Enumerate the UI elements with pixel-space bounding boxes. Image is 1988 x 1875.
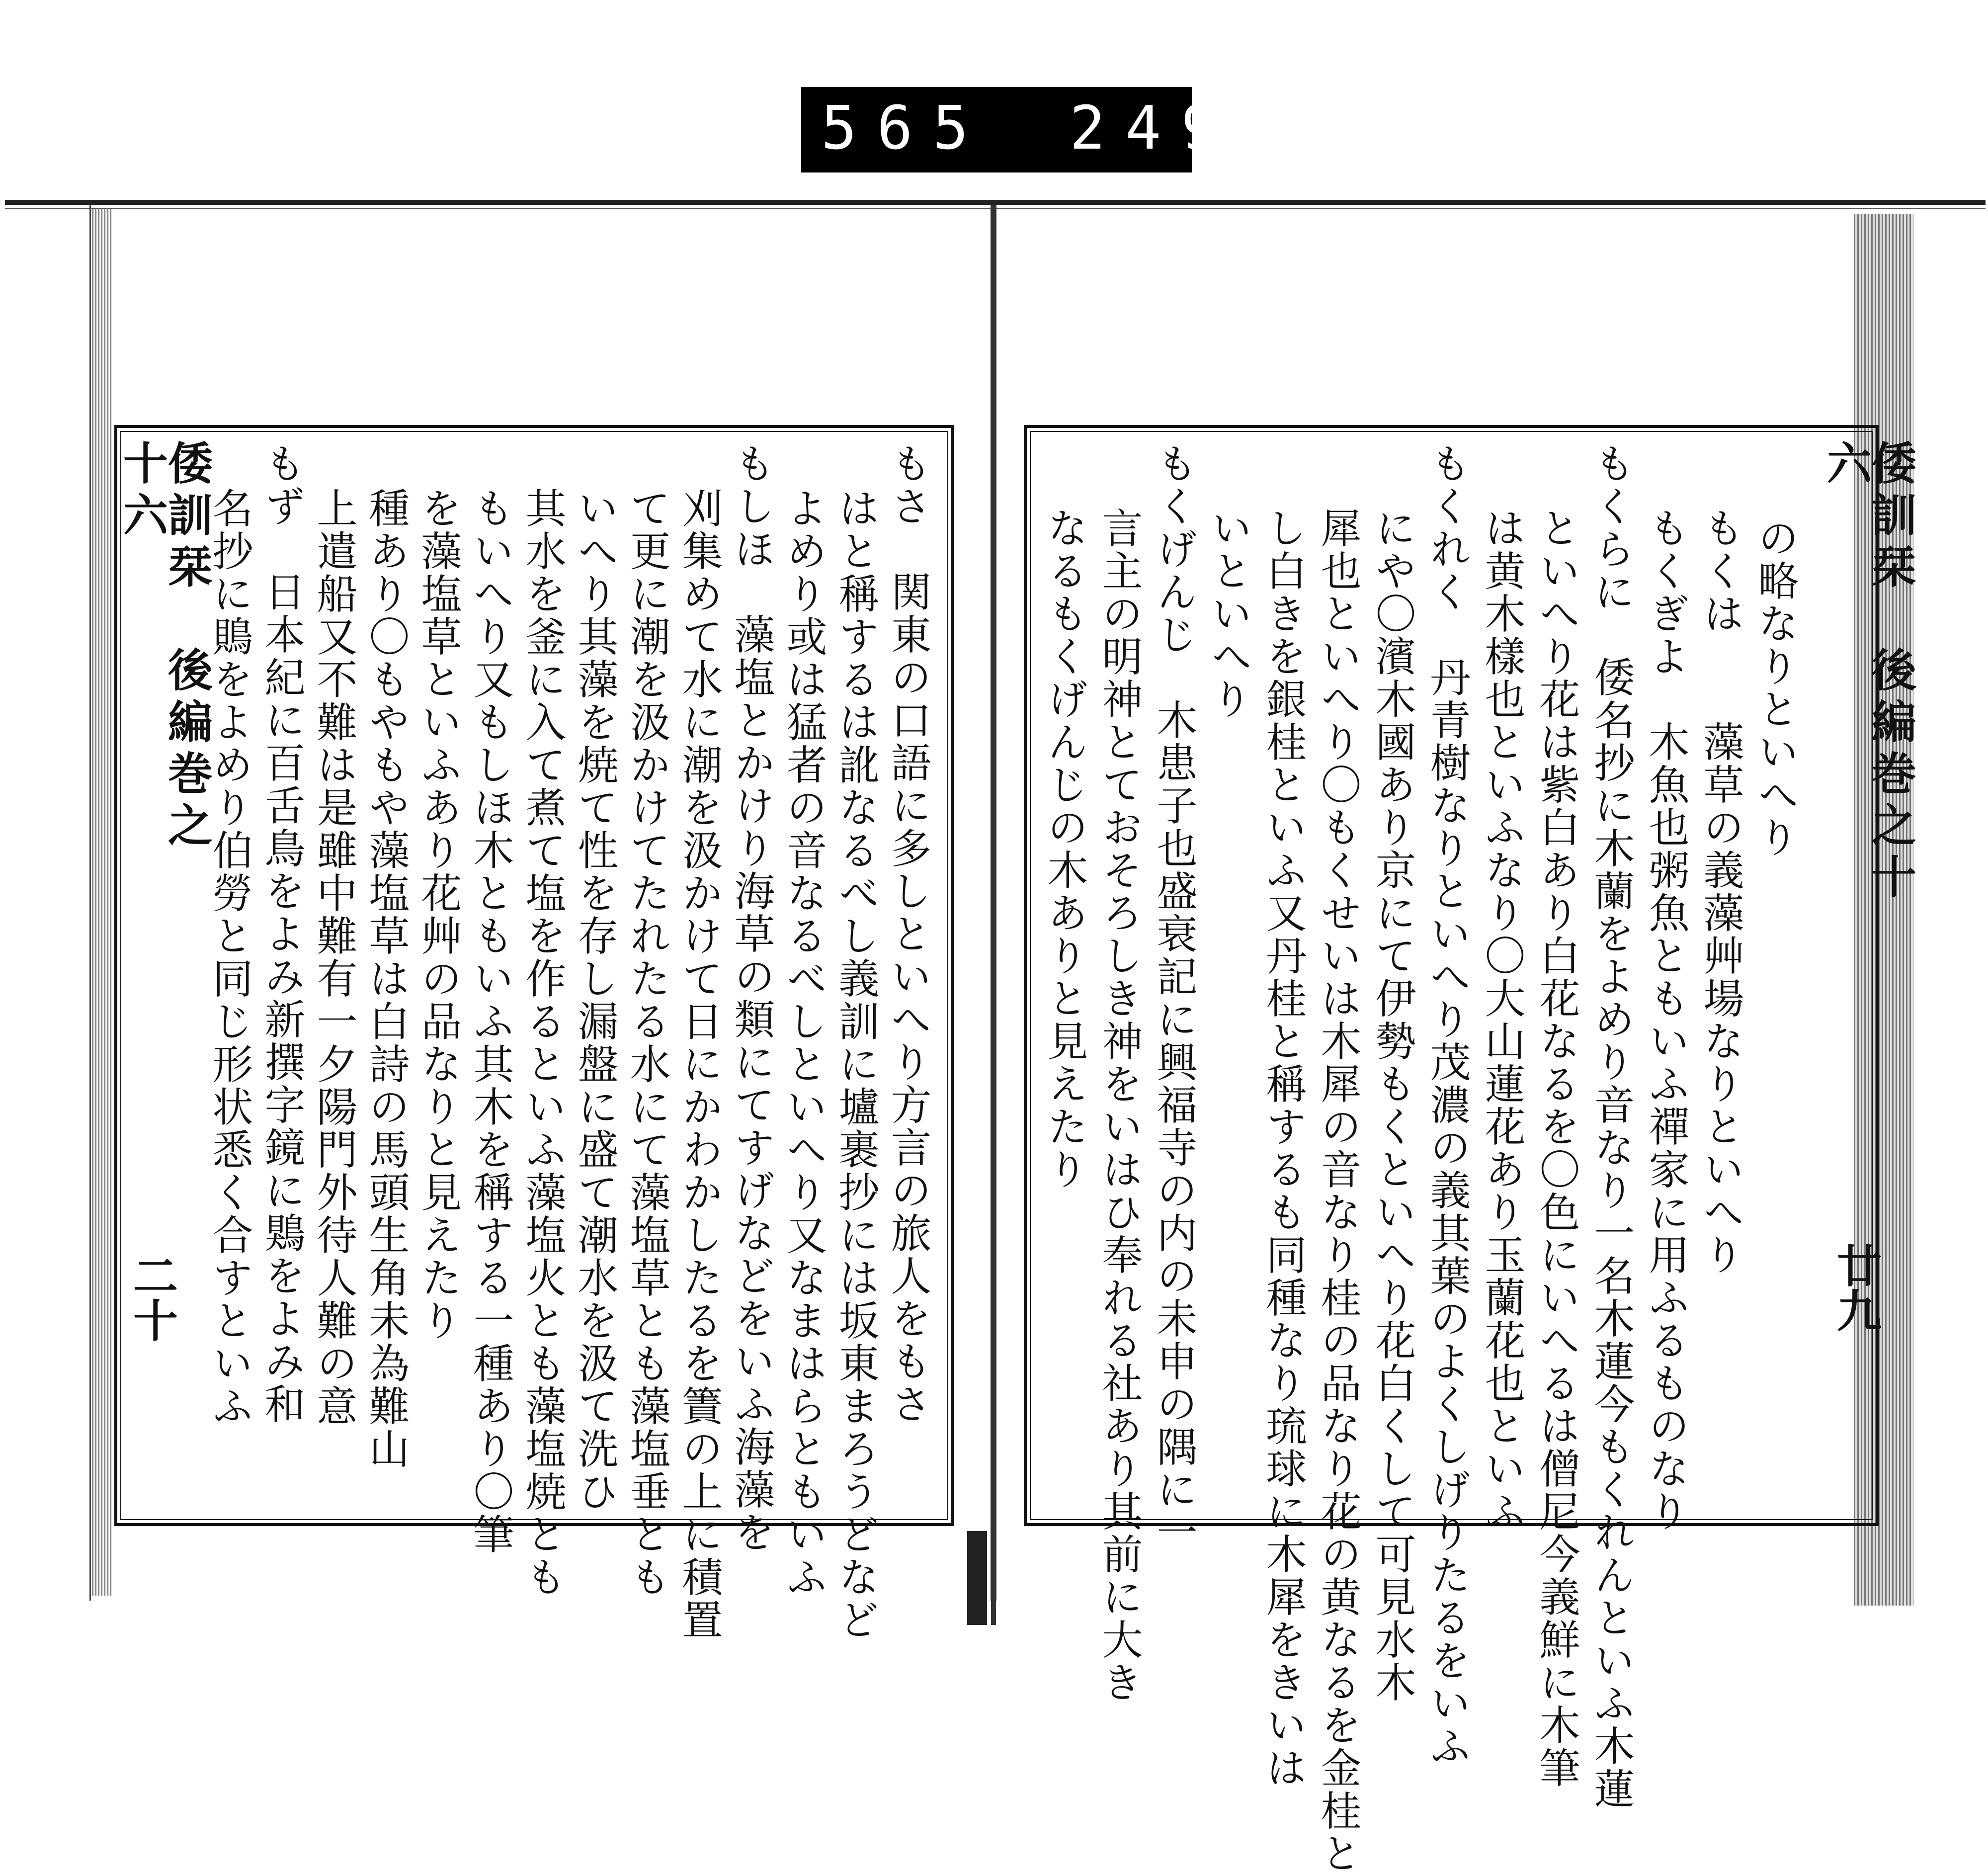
text-column: もさ 関東の口語に多しといへり方言の旅人をもさ [884, 442, 931, 1426]
text-column: いといへり [1205, 507, 1252, 721]
text-column: 上遣船又不難は是雖中難有一夕陽門外待人難の意 [310, 487, 357, 1428]
right-page-folio: 廿九 [1829, 1243, 1882, 1332]
text-column: 言主の明神とておそろしき神をいはひ奉れる社あり其前に大き [1095, 507, 1143, 1704]
text-column: といへり花は紫白あり白花なるを〇色にいへるは僧尼今義鮮に木筆 [1533, 507, 1580, 1790]
text-column: なるもくげんじの木ありと見えたり [1041, 507, 1088, 1191]
text-column: もず 日本紀に百舌鳥をよみ新撰字鏡に鶪をよみ和 [258, 442, 305, 1426]
text-column: 名抄に鵙をよめり伯勞と同じ形状悉く合すといふ [206, 487, 253, 1428]
book-spine [991, 205, 996, 1625]
text-column: よめり或は猛者の音なるべしといへり又なまはらともいふ [780, 487, 827, 1599]
text-column: もくぎよ 木魚也粥魚ともいふ禪家に用ふるものなり [1642, 507, 1689, 1533]
catalogue-number-right: 249. [1070, 94, 1293, 163]
text-column: にや〇濱木國あり京にて伊勢もくといへり花白くして可見水木 [1369, 507, 1416, 1704]
text-column: もしほ 藻塩とかけり海草の類にてすげなどをいふ海藻を [728, 442, 775, 1554]
text-column: 犀也といへり〇もくせいは木犀の音なり桂の品なり花の黄なるを金桂と [1314, 507, 1361, 1875]
text-column: もくれく 丹青樹なりといへり茂濃の義其葉のよくしげりたるをいふ [1423, 442, 1471, 1768]
left-page-folio: 二十 [125, 1253, 178, 1342]
catalogue-label [801, 87, 1293, 172]
left-page-edge [92, 209, 112, 1596]
catalogue-number-left: 565 [821, 94, 989, 163]
text-column: もくげんじ 木患子也盛衰記に興福寺の内の未申の隅に一 [1150, 442, 1197, 1554]
left-page-running-title: 倭訓栞 後編巻之十六 [115, 440, 213, 853]
text-column: もくは 藻草の義藻艸場なりといへり [1697, 507, 1744, 1277]
text-column: はと稱するは訛なるべし義訓に壚裹抄には坂東まろうどなど [832, 487, 879, 1641]
text-column: 種あり〇もやもや藻塩草は白詩の馬頭生角未為難山 [362, 487, 410, 1470]
binding-rail [5, 200, 1986, 205]
right-page-running-title: 倭訓栞 後編巻之十六 [1819, 440, 1916, 905]
text-column: いへり其藻を焼て性を存し漏盤に盛て潮水を汲て洗ひ [571, 487, 618, 1513]
text-column: は黄木樣也といふなり〇大山蓮花あり玉蘭花也といふ [1478, 507, 1525, 1533]
binding-knot [967, 1531, 987, 1625]
text-column: もいへり又もしほ木ともいふ其木を稱する一種あり〇筆 [467, 487, 514, 1556]
text-column: の略なりといへり [1751, 517, 1799, 859]
text-column: もくらに 倭名抄に木蘭をよめり音なり一名木蓮今もくれんといふ木蓮 [1587, 442, 1635, 1810]
text-column: 刈集めて水に潮を汲かけて日にかわかしたるを簀の上に積置 [675, 487, 723, 1641]
text-column: し白きを銀桂といふ又丹桂と稱するも同種なり琉球に木犀をきいは [1259, 507, 1307, 1790]
text-column: を藻塩草といふあり花艸の品なりと見えたり [414, 487, 462, 1342]
text-column: て更に潮を汲かけてたれたる水にて藻塩草とも藻塩垂とも [623, 487, 670, 1599]
text-column: 其水を釜に入て煮て塩を作るといふ藻塩火とも藻塩焼とも [519, 487, 566, 1599]
